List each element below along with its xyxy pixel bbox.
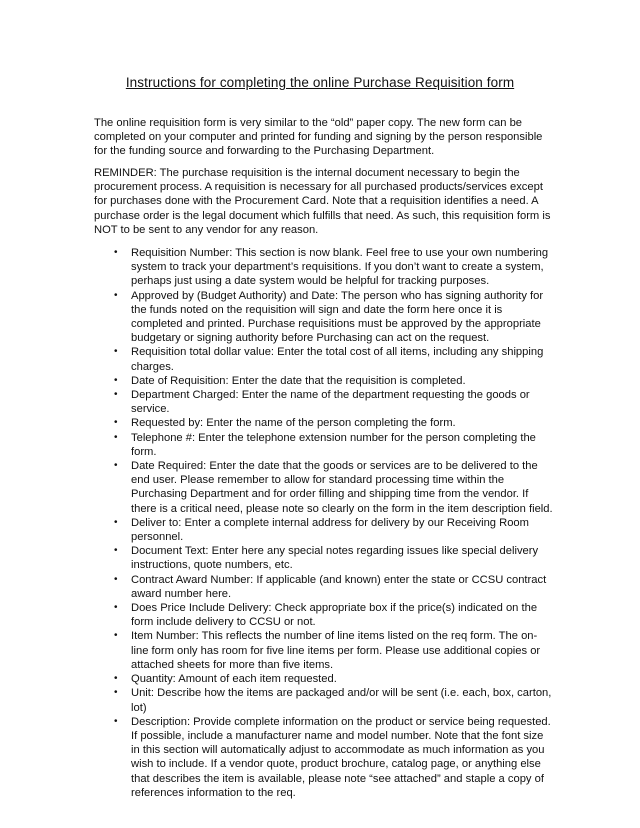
page-title: Instructions for completing the online Purchase Requisition form — [125, 75, 515, 90]
bullet-icon: • — [114, 715, 118, 727]
list-item-text: Requested by: Enter the name of the person completing the form. — [131, 417, 456, 430]
bullet-icon: • — [114, 545, 118, 557]
list-item-text: Document Text: Enter here any special notes regarding issues like special delivery instructions, quote numbers, etc. — [131, 545, 539, 572]
list-item — [113, 431, 553, 459]
list-item-text: Telephone #: Enter the telephone extension number for the person completing the form. — [131, 431, 536, 458]
bullet-icon: • — [114, 460, 118, 472]
list-item-text: Unit: Describe how the items are packaged and/or will be sent (i.e. each, box, carton, lot) — [131, 687, 552, 714]
bullet-icon: • — [114, 389, 118, 401]
list-item-text: Date of Requisition: Enter the date that the requisition is completed. — [131, 374, 466, 387]
bullet-icon: • — [114, 573, 118, 585]
bullet-icon: • — [114, 630, 118, 642]
bullet-icon: • — [114, 602, 118, 614]
list-item-text: Approved by (Budget Authority) and Date: The person who has signing authority for the funds noted on the requisition will sign and date the form here once it is completed and printed. Purchase requisitions must be approved by the appropriate budgetary or signing authority before Purchasing can act on the request. — [131, 289, 544, 345]
reminder-paragraph: REMINDER: The purchase requisition is the internal document necessary to begin the procurement process. A requisition is necessary for all purchased products/services except for purchases done with the Procurement Card. Note that a requisition identifies a need. A purchase order is the legal document which fulfills that need. As such, this requisition form is NOT to be sent to any vendor for any reason. — [94, 167, 551, 236]
list-item — [113, 374, 553, 388]
bullet-icon: • — [114, 687, 118, 699]
bullet-icon: • — [114, 417, 118, 429]
list-item-text: Item Number: This reflects the number of line items listed on the req form. The on-line form only has room for five line items per form. Please use additional copies or attached sheets for more than five items. — [131, 630, 541, 671]
bullet-icon: • — [114, 374, 118, 386]
list-item-text: Date Required: Enter the date that the goods or services are to be delivered to the end user. Please remember to allow for standard processing time within the Purchasing Department and for order filling and shipping time from the vendor. If there is a critical need, please note so clearly on the form in the item description field. — [131, 460, 553, 515]
list-item-text: Requisition total dollar value: Enter the total cost of all items, including any shipping charges. — [131, 346, 544, 373]
list-item — [113, 715, 553, 800]
list-item-text: Department Charged: Enter the name of the department requesting the goods or service. — [131, 389, 530, 416]
list-item — [113, 601, 553, 629]
list-item-text: Quantity: Amount of each item requested. — [131, 673, 337, 686]
intro-paragraph: The online requisition form is very similar to the “old” paper copy. The new form can be completed on your computer and printed for funding and signing by the person responsible for the funding source and forwarding to the Purchasing Department. — [94, 117, 543, 158]
bullet-icon: • — [114, 673, 118, 685]
bullet-icon: • — [114, 247, 118, 258]
list-item — [113, 686, 553, 714]
list-item — [113, 289, 553, 346]
list-item-text: Does Price Include Delivery: Check appropriate box if the price(s) indicated on the form include delivery to CCSU or not. — [131, 602, 538, 629]
list-item — [113, 672, 553, 686]
list-item-text: Description: Provide complete information on the product or service being requested. If possible, include a manufacturer name and model number. Note that the font size in this section will automatically adjust to accommodate as much information as you wish to include. If a vendor quote, product brochure, catalog page, or anything else that describes the item is available, please note “see attached” and staple a copy of references information to the req. — [131, 715, 551, 799]
list-item-text: Requisition Number: This section is now blank. Feel free to use your own numbering system to track your department’s requisitions. If you don’t want to create a system, perhaps just using a date system would be helpful for tracking purposes. — [131, 247, 549, 288]
instructions-list — [113, 246, 553, 800]
list-item-text: Contract Award Number: If applicable (and known) enter the state or CCSU contract award number here. — [131, 573, 547, 600]
bullet-icon: • — [114, 289, 118, 301]
list-item-text: Deliver to: Enter a complete internal address for delivery by our Receiving Room personnel. — [131, 516, 529, 544]
list-item — [113, 416, 553, 430]
list-item — [113, 629, 553, 672]
list-item — [113, 246, 553, 289]
list-item — [113, 388, 553, 416]
list-item — [113, 573, 553, 601]
bullet-icon: • — [114, 346, 118, 358]
list-item — [113, 544, 553, 572]
list-item — [113, 459, 553, 516]
bullet-icon: • — [114, 516, 118, 528]
list-item — [113, 516, 553, 544]
list-item — [113, 345, 553, 373]
bullet-icon: • — [114, 431, 118, 443]
